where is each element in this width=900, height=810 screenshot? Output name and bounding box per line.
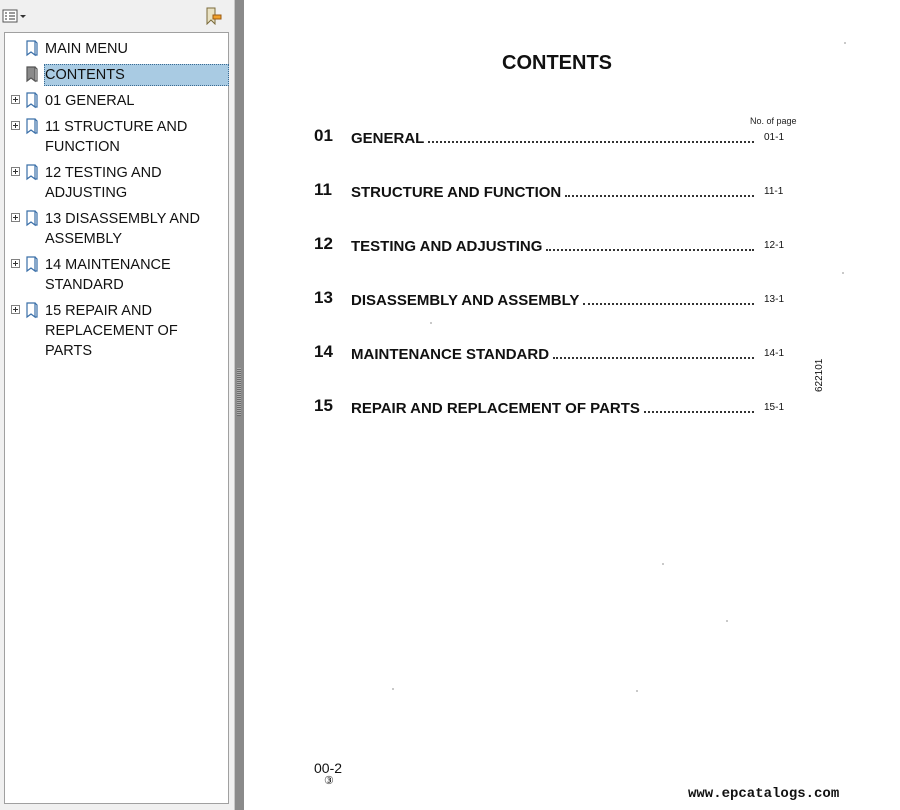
- scan-speck: [842, 272, 844, 274]
- bookmark-icon: [26, 118, 38, 135]
- expand-toggle-icon[interactable]: [11, 95, 20, 104]
- bookmark-icon: [26, 92, 38, 109]
- expand-toggle-icon[interactable]: [11, 121, 20, 130]
- toc-entry[interactable]: [314, 126, 794, 148]
- toc-number: 15: [314, 396, 333, 415]
- toc-number: 01: [314, 126, 333, 145]
- options-menu-icon: [2, 8, 28, 24]
- toc-entry[interactable]: [314, 342, 794, 364]
- expand-toggle-icon[interactable]: [11, 167, 20, 176]
- toc-title-line: [351, 236, 754, 255]
- toc-title: TESTING AND ADJUSTING: [351, 238, 543, 255]
- toc-page: 12-1: [764, 240, 785, 251]
- expand-toggle-icon[interactable]: [11, 259, 20, 268]
- bookmark-label: MAIN MENU: [45, 41, 128, 57]
- scan-speck: [844, 42, 846, 44]
- bookmarks-panel: [0, 0, 235, 810]
- options-menu-button[interactable]: [2, 6, 30, 26]
- toc-entry[interactable]: [314, 396, 794, 418]
- expand-bookmark-button[interactable]: [203, 6, 225, 26]
- toc-title-line: [351, 398, 754, 417]
- page-number: 00-2: [314, 760, 343, 776]
- toc-leader: [553, 344, 754, 359]
- scan-speck: [662, 563, 664, 565]
- toc-title-line: [351, 182, 754, 201]
- toc-leader: [428, 128, 754, 143]
- bookmark-label: 13 DISASSEMBLY AND ASSEMBLY: [45, 211, 201, 247]
- toc-title: STRUCTURE AND FUNCTION: [351, 184, 562, 201]
- revision-mark: ③: [324, 775, 334, 787]
- toc-entry[interactable]: [314, 288, 794, 310]
- bookmark-icon: [26, 164, 38, 181]
- toc-page: 13-1: [764, 294, 785, 305]
- page-column-header: No. of page: [750, 116, 797, 126]
- bookmark-tree: [4, 32, 229, 804]
- toc-leader: [644, 398, 754, 413]
- toc-title: DISASSEMBLY AND ASSEMBLY: [351, 292, 580, 309]
- bookmark-label: 01 GENERAL: [45, 93, 135, 109]
- toc-page: 15-1: [764, 402, 785, 413]
- splitter-grip[interactable]: [237, 368, 241, 416]
- bookmark-label: 15 REPAIR AND REPLACEMENT OF PARTS: [45, 303, 178, 359]
- expand-toggle-icon[interactable]: [11, 305, 20, 314]
- bookmark-icon: [26, 66, 38, 83]
- page-title: CONTENTS: [502, 52, 612, 74]
- toc-page: 11-1: [764, 186, 784, 197]
- panel-splitter[interactable]: [235, 0, 244, 810]
- scan-speck: [392, 688, 394, 690]
- toc-title: GENERAL: [351, 130, 425, 147]
- watermark: www.epcatalogs.com: [688, 786, 840, 802]
- toc-number: 12: [314, 234, 333, 253]
- bookmark-label: 12 TESTING AND ADJUSTING: [45, 165, 162, 201]
- side-code: 622101: [814, 358, 825, 392]
- expand-toggle-icon[interactable]: [11, 213, 20, 222]
- toc-title: REPAIR AND REPLACEMENT OF PARTS: [351, 400, 640, 417]
- scan-speck: [636, 690, 638, 692]
- toc-title-line: [351, 290, 754, 309]
- toc-entry[interactable]: [314, 180, 794, 202]
- document-page: [244, 0, 900, 810]
- toc-leader: [565, 182, 754, 197]
- toc-title: MAINTENANCE STANDARD: [351, 346, 550, 363]
- toc-title-line: [351, 128, 754, 147]
- toc-number: 11: [314, 180, 332, 199]
- toc-entry[interactable]: [314, 234, 794, 256]
- toc-number: 14: [314, 342, 333, 361]
- toc-number: 13: [314, 288, 333, 307]
- toc-page: 14-1: [764, 348, 785, 359]
- bookmark-label: 14 MAINTENANCE STANDARD: [45, 257, 171, 293]
- bookmark-label: 11 STRUCTURE AND FUNCTION: [45, 119, 188, 155]
- toc-title-line: [351, 344, 754, 363]
- bookmark-icon: [26, 256, 38, 273]
- toc-page: 01-1: [764, 132, 785, 143]
- scan-speck: [430, 322, 432, 324]
- bookmark-icon: [26, 210, 38, 227]
- toc-leader: [583, 290, 754, 305]
- toc-leader: [546, 236, 754, 251]
- bookmark-icon: [26, 40, 38, 57]
- scan-speck: [726, 620, 728, 622]
- bookmark-label: CONTENTS: [44, 64, 229, 86]
- expand-bookmark-icon: [203, 7, 223, 25]
- bookmarks-toolbar: [0, 0, 234, 32]
- bookmark-icon: [26, 302, 38, 319]
